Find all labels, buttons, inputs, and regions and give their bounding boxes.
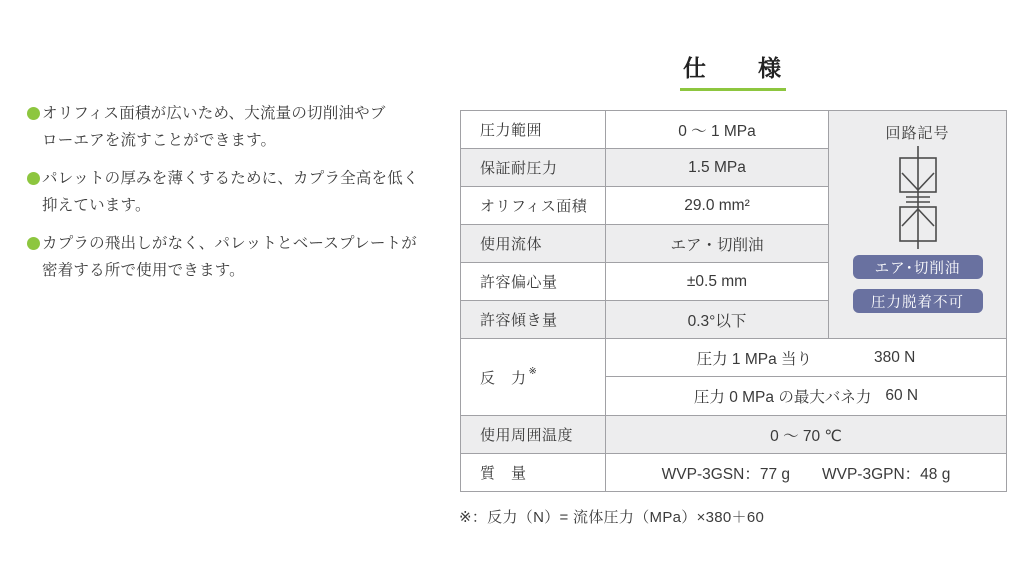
spec-table-wrap (460, 110, 1007, 492)
feature-text (42, 165, 419, 219)
spec-value-ambient-temp: 0 ～ 70 ℃ (606, 416, 1007, 454)
spec-row-ambient-temp (461, 416, 1007, 454)
spec-footnote: ※：反力（N）= 流体圧力（MPa）×380＋60 (459, 509, 765, 526)
feature-item (27, 100, 439, 154)
spec-value-fluid: エア・切削油 (606, 225, 829, 263)
spec-value-orifice-area: 29.0 mm² (606, 187, 829, 225)
fluid-badge: エア･切削油 (853, 255, 983, 279)
spec-row-mass (461, 454, 1007, 492)
feature-item (27, 230, 439, 284)
spec-title: 仕 様 (680, 50, 786, 91)
feature-line: カプラの飛出しがなく、パレットとベースプレートが (42, 235, 417, 252)
bullet-icon (27, 107, 40, 120)
bullet-icon (27, 237, 40, 250)
spec-value-inclination: 0.3°以下 (606, 301, 829, 339)
feature-line: 抑えています。 (42, 197, 151, 214)
reaction-label-text: 反 力 (480, 369, 527, 387)
feature-item (27, 165, 439, 219)
feature-line: オリフィス面積が広いため、大流量の切削油やブ (42, 105, 386, 122)
spec-value-proof-pressure: 1.5 MPa (606, 149, 829, 187)
circuit-symbol-title: 回路記号 (885, 125, 950, 142)
feature-text (42, 230, 417, 284)
spec-label-fluid: 使用流体 (461, 225, 606, 263)
spec-label-reaction (461, 339, 606, 416)
spec-label-inclination: 許容傾き量 (461, 301, 606, 339)
spec-value-reaction-2 (606, 377, 1007, 416)
reaction-row2-value: 60 N (885, 387, 919, 404)
spec-label-mass: 質 量 (461, 454, 606, 492)
feature-list (27, 100, 439, 295)
no-disconnect-badge: 圧力脱着不可 (853, 289, 983, 313)
spec-value-eccentricity: ±0.5 mm (606, 263, 829, 301)
spec-value-mass (606, 454, 1007, 492)
spec-row-pressure-range (461, 111, 1007, 149)
spec-label-ambient-temp: 使用周囲温度 (461, 416, 606, 454)
reaction-row2-label: 圧力 0 MPa の最大バネ力 (693, 389, 872, 406)
feature-line: ローエアを流すことができます。 (42, 132, 277, 149)
spec-label-proof-pressure: 保証耐圧力 (461, 149, 606, 187)
reaction-row1-label: 圧力 1 MPa 当り (696, 350, 813, 368)
reaction-note-mark: ※ (528, 365, 538, 377)
spec-title-wrap (460, 50, 1006, 91)
spec-label-pressure-range: 圧力範囲 (461, 111, 606, 149)
spec-row-reaction-1 (461, 339, 1007, 377)
coupling-circuit-icon (878, 146, 958, 249)
spec-value-reaction-1 (606, 339, 1007, 377)
circuit-symbol-cell (829, 111, 1007, 339)
badge-group (829, 255, 1006, 313)
mass-value-gsn: WVP-3GSN：77 g (661, 465, 790, 483)
mass-value-gpn: WVP-3GPN：48 g (822, 465, 951, 483)
spec-label-eccentricity: 許容偏心量 (461, 263, 606, 301)
reaction-row1-value: 380 N (874, 348, 916, 366)
spec-value-pressure-range: 0 ～ 1 MPa (606, 111, 829, 149)
feature-line: 密着する所で使用できます。 (42, 262, 245, 279)
feature-line: パレットの厚みを薄くするために、カプラ全高を低く (42, 170, 419, 187)
spec-table (460, 110, 1007, 492)
spec-label-orifice-area: オリフィス面積 (461, 187, 606, 225)
feature-text (42, 100, 386, 154)
bullet-icon (27, 172, 40, 185)
